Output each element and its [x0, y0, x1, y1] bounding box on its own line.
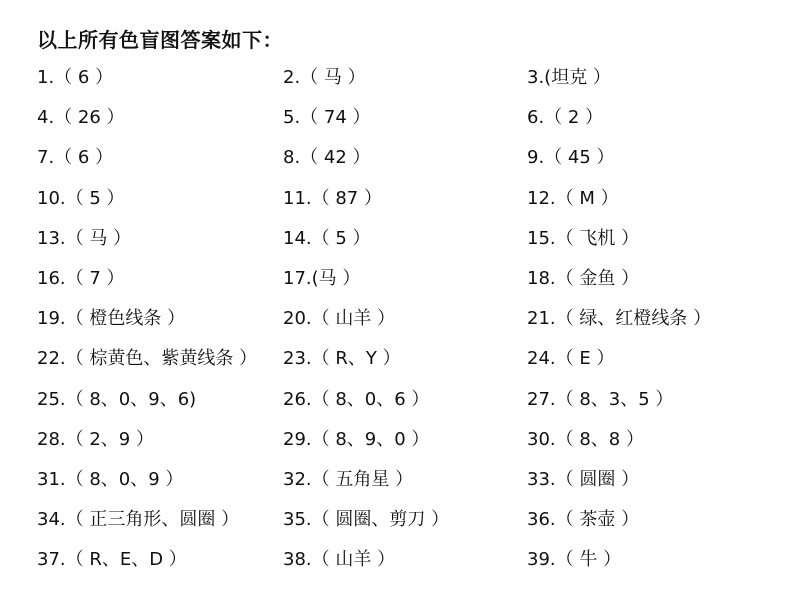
answer-item: 36.（ 茶壶 ）	[527, 509, 640, 531]
answer-item: 23.（ R、Y ）	[283, 348, 401, 370]
answer-item: 10.（ 5 ）	[37, 187, 125, 209]
answer-item: 2.（ 马 ）	[283, 67, 366, 88]
answer-item: 24.（ E ）	[527, 348, 615, 370]
answer-item: 4.（ 26 ）	[37, 107, 125, 129]
answer-item: 22.（ 棕黄色、紫黄线条 ）	[37, 348, 258, 370]
answer-item: 28.（ 2、9 ）	[37, 428, 154, 450]
answer-item: 39.（ 牛 ）	[527, 549, 622, 571]
answer-item: 20.（ 山羊 ）	[283, 308, 396, 330]
answer-item: 1.（ 6 ）	[37, 67, 114, 88]
answer-item: 31.（ 8、0、9 ）	[37, 468, 184, 490]
answer-item: 19.（ 橙色线条 ）	[37, 308, 186, 330]
answer-item: 27.（ 8、3、5 ）	[527, 388, 674, 410]
answer-item: 32.（ 五角星 ）	[283, 468, 414, 490]
answer-item: 6.（ 2 ）	[527, 107, 604, 129]
answer-item: 3.(坦克 ）	[527, 67, 611, 88]
answer-item: 35.（ 圆圈、剪刀 ）	[283, 509, 450, 531]
answer-grid	[0, 61, 790, 583]
answer-item: 29.（ 8、9、0 ）	[283, 428, 430, 450]
answer-item: 9.（ 45 ）	[527, 147, 615, 169]
answer-item: 18.（ 金鱼 ）	[527, 267, 640, 289]
answer-item: 33.（ 圆圈 ）	[527, 468, 640, 490]
answer-item: 37.（ R、E、D ）	[37, 549, 187, 571]
answer-item: 8.（ 42 ）	[283, 147, 371, 169]
answer-item: 30.（ 8、8 ）	[527, 428, 644, 450]
answer-item: 5.（ 74 ）	[283, 107, 371, 129]
answer-item: 38.（ 山羊 ）	[283, 549, 396, 571]
page-title: 以上所有色盲图答案如下：	[37, 28, 283, 52]
answer-item: 14.（ 5 ）	[283, 227, 371, 249]
answer-item: 11.（ 87 ）	[283, 187, 382, 209]
answer-item: 26.（ 8、0、6 ）	[283, 388, 430, 410]
answer-item: 15.（ 飞机 ）	[527, 227, 640, 249]
answer-item: 12.（ M ）	[527, 187, 619, 209]
answer-item: 25.（ 8、0、9、6)	[37, 388, 197, 410]
answer-item: 21.（ 绿、红橙线条 ）	[527, 308, 712, 330]
answer-item: 7.（ 6 ）	[37, 147, 114, 169]
answer-item: 13.（ 马 ）	[37, 227, 132, 249]
answer-item: 16.（ 7 ）	[37, 267, 125, 289]
answer-item: 34.（ 正三角形、圆圈 ）	[37, 509, 240, 531]
answer-item: 17.(马 ）	[283, 267, 361, 289]
